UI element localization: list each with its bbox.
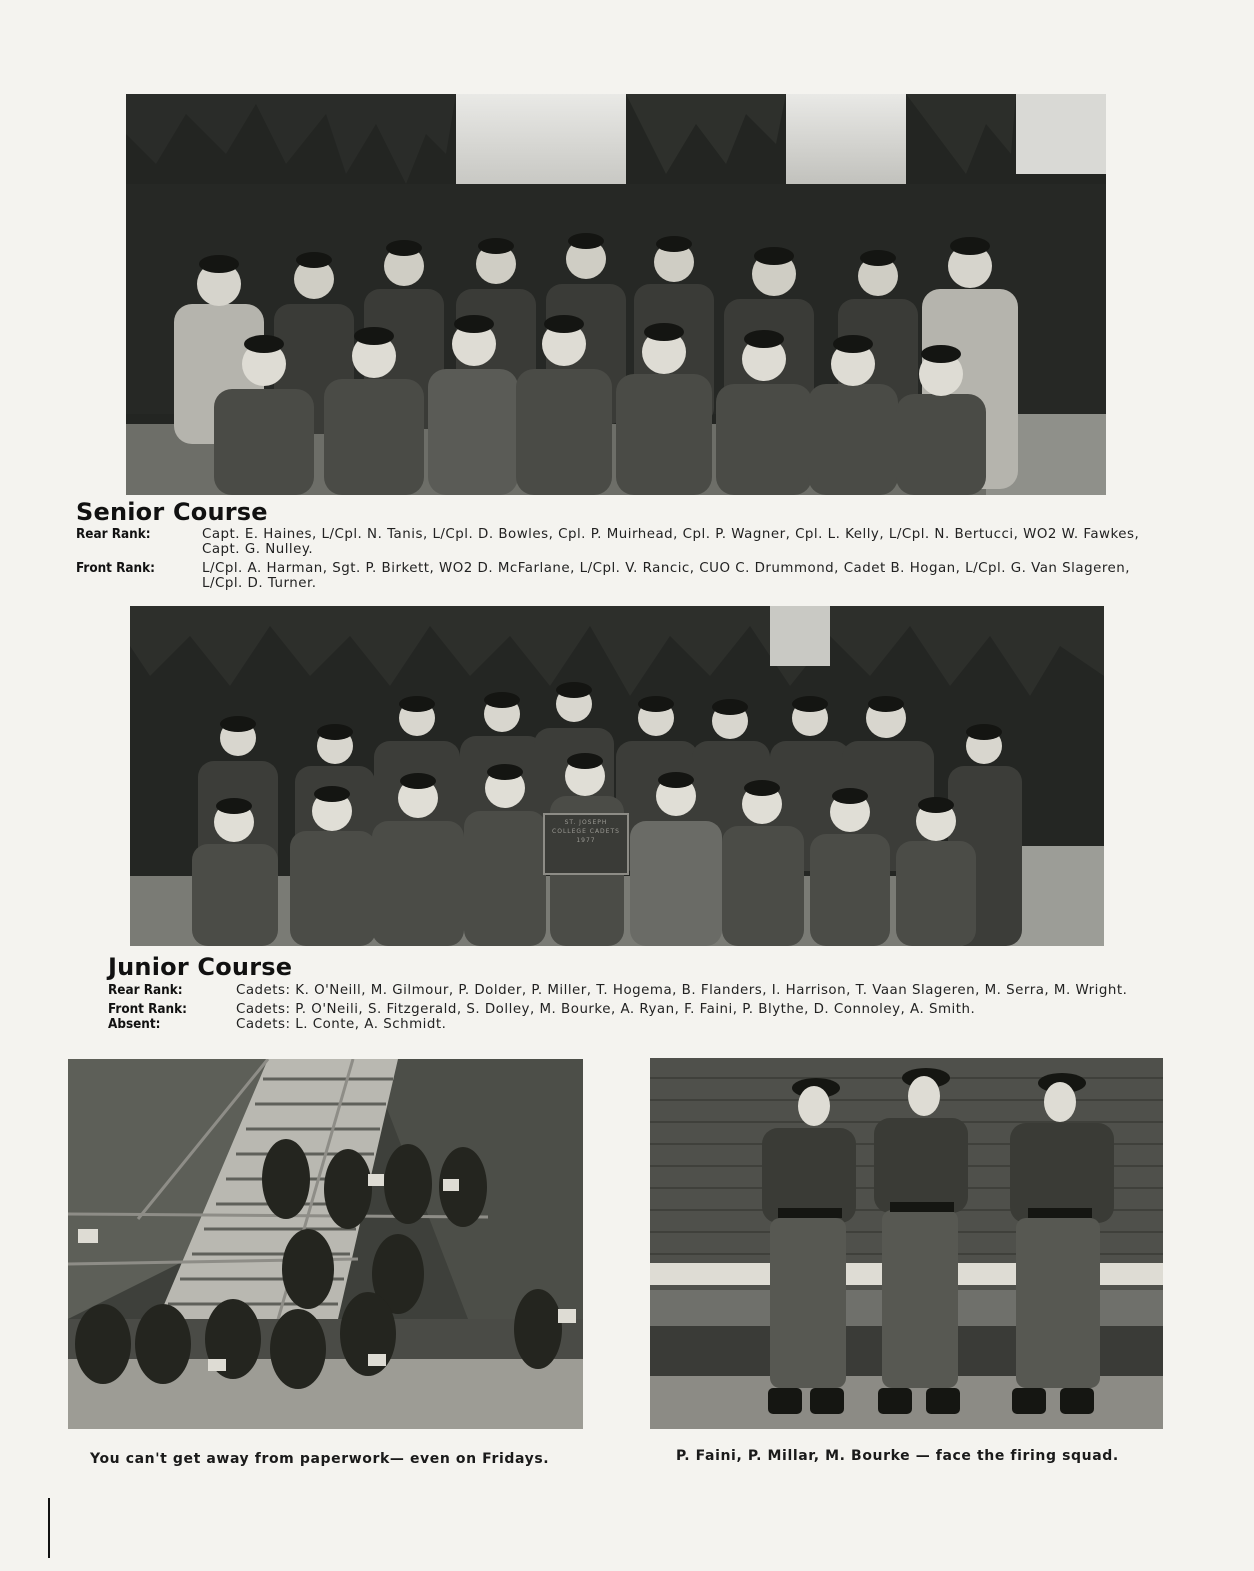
- junior-front-rank-names: Cadets: P. O'Neili, S. Fitzgerald, S. Dolley, M. Bourke, A. Ryan, F. Faini, P. Blythe, D. Connoley, A. Smith.: [236, 1002, 976, 1017]
- junior-absent-row: [108, 1017, 1138, 1032]
- senior-front-rank-label: Front Rank:: [76, 561, 155, 576]
- junior-front-rank-row: [108, 1002, 1138, 1017]
- senior-rear-rank-names: Capt. E. Haines, L/Cpl. N. Tanis, L/Cpl. D. Bowles, Cpl. P. Muirhead, Cpl. P. Wagner, Cpl. L. Kelly, L/Cpl. N. Bertucci, WO2 W. Fawkes, Capt. G. Nulley.: [202, 527, 1140, 557]
- senior-course-photo: [126, 94, 1106, 495]
- senior-front-rank-names: L/Cpl. A. Harman, Sgt. P. Birkett, WO2 D. McFarlane, L/Cpl. V. Rancic, CUO C. Drummond, Cadet B. Hogan, L/Cpl. G. Van Slageren, L/Cpl. D. Turner.: [202, 561, 1131, 591]
- senior-course-title: Senior Course: [76, 498, 268, 526]
- junior-course-photo: [130, 606, 1104, 946]
- junior-absent-names: Cadets: L. Conte, A. Schmidt.: [236, 1017, 447, 1032]
- firing-squad-caption: P. Faini, P. Millar, M. Bourke — face the firing squad.: [676, 1448, 1119, 1464]
- junior-course-title: Junior Course: [108, 953, 293, 981]
- junior-course-caption: [108, 983, 1138, 1032]
- firing-squad-photo: [650, 1058, 1163, 1429]
- paperwork-caption: You can't get away from paperwork— even on Fridays.: [90, 1451, 550, 1467]
- margin-mark: [48, 1498, 50, 1558]
- junior-rear-rank-names: Cadets: K. O'Neill, M. Gilmour, P. Dolder, P. Miller, T. Hogema, B. Flanders, I. Harrison, T. Vaan Slageren, M. Serra, M. Wright.: [236, 983, 1128, 998]
- junior-absent-label: Absent:: [108, 1017, 161, 1032]
- senior-course-caption: [76, 527, 1166, 591]
- paperwork-photo: [68, 1059, 583, 1429]
- cadets-sign-text: ST. JOSEPH COLLEGE CADETS 1977: [552, 819, 620, 844]
- junior-front-rank-label: Front Rank:: [108, 1002, 187, 1017]
- senior-front-rank-row: [76, 561, 1166, 591]
- senior-rear-rank-row: [76, 527, 1166, 557]
- junior-rear-rank-row: [108, 983, 1138, 998]
- junior-rear-rank-label: Rear Rank:: [108, 983, 183, 998]
- senior-rear-rank-label: Rear Rank:: [76, 527, 151, 542]
